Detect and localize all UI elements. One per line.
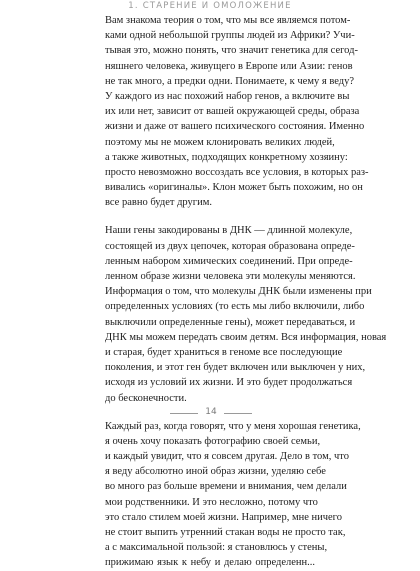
- text-line: Вам знакома теория о том, что мы все являемся потом-: [105, 15, 351, 26]
- text-line: поколения, и этот ген будет включен или выключен у них,: [105, 362, 366, 374]
- text-line: и каждый увидит, что я совсем другая. Дело в том, что: [105, 451, 349, 463]
- text-line: вивались «оригиналы». Клон может быть похожим, но он: [105, 182, 363, 194]
- text-line: и старая, будет храниться в геноме все последующие: [105, 346, 343, 358]
- footer-rule: [224, 413, 252, 414]
- text-line: а с максимальной пользой: я становлюсь у стены,: [105, 542, 328, 554]
- text-line: Информация о том, что молекулы ДНК были изменены при: [105, 286, 372, 298]
- text-line: ленным набором химических соединений. При опреде-: [105, 255, 353, 267]
- page-footer: [0, 407, 420, 419]
- text-line: жизни и даже от вашего психического состояния. Именно: [105, 121, 365, 133]
- paragraph: [105, 419, 361, 571]
- text-line: я веду абсолютно иной образ жизни, уделяю себе: [105, 466, 326, 478]
- text-line: все равно будет другим.: [105, 197, 212, 209]
- text-line: Каждый раз, когда говорят, что у меня хорошая генетика,: [105, 420, 361, 432]
- text-line: я очень хочу показать фотографию своей семьи,: [105, 435, 321, 447]
- running-head: 1. СТАРЕНИЕ И ОМОЛОЖЕНИЕ: [128, 1, 292, 11]
- page-number: 14: [205, 407, 217, 417]
- text-line: ками одной небольшой группы людей из Африки? Учи-: [105, 30, 355, 42]
- footer-rule: [170, 413, 198, 414]
- text-line: ДНК мы можем передать своим детям. Вся информация, новая: [105, 331, 387, 343]
- text-line: состоящей из двух цепочек, которая образована опреде-: [105, 240, 355, 252]
- text-line: ленном образе жизни человека эти молекулы меняются.: [105, 271, 356, 282]
- paragraph: [105, 223, 387, 405]
- text-line: тывая это, можно понять, что значит генетика для сегод-: [105, 45, 358, 57]
- text-line: мои родственники. И это несложно, потому что: [105, 496, 318, 508]
- text-line: определенных условиях (то есть мы либо включили, либо: [105, 301, 365, 313]
- text-line: просто невозможно воссоздать все условия, в которых раз-: [105, 166, 369, 178]
- text-line: У каждого из нас похожий набор генов, а включите вы: [105, 90, 350, 102]
- text-line: во много раз больше времени и внимания, чем делали: [105, 481, 347, 493]
- text-line: исходя из условий их жизни. И это будет продолжаться: [105, 377, 353, 389]
- body-text: [105, 13, 387, 571]
- text-line: до бесконечности.: [105, 392, 187, 404]
- text-line: не так много, а предки одни. Понимаете, к чему я веду?: [105, 75, 354, 87]
- text-line: Наши гены закодированы в ДНК — длинной молекуле,: [105, 225, 353, 237]
- text-line: а также животных, подходящих конкретному хозяину:: [105, 151, 348, 163]
- text-line: это стало стилем моей жизни. Например, мне ничего: [105, 511, 342, 523]
- text-line: поэтому мы не можем клонировать великих людей,: [105, 136, 335, 148]
- text-line: не стоит выпить утренний стакан воды не просто так,: [105, 527, 346, 538]
- text-line: их или нет, зависит от вашей окружающей среды, образа: [105, 106, 360, 118]
- text-line: прижимаю язык к небу и делаю определенн...: [105, 557, 315, 569]
- text-line: няшнего человека, живущего в Европе или Азии: генов: [105, 60, 353, 72]
- text-line: выключили определенные гены), может передаваться, и: [105, 316, 356, 328]
- paragraph: [105, 13, 369, 210]
